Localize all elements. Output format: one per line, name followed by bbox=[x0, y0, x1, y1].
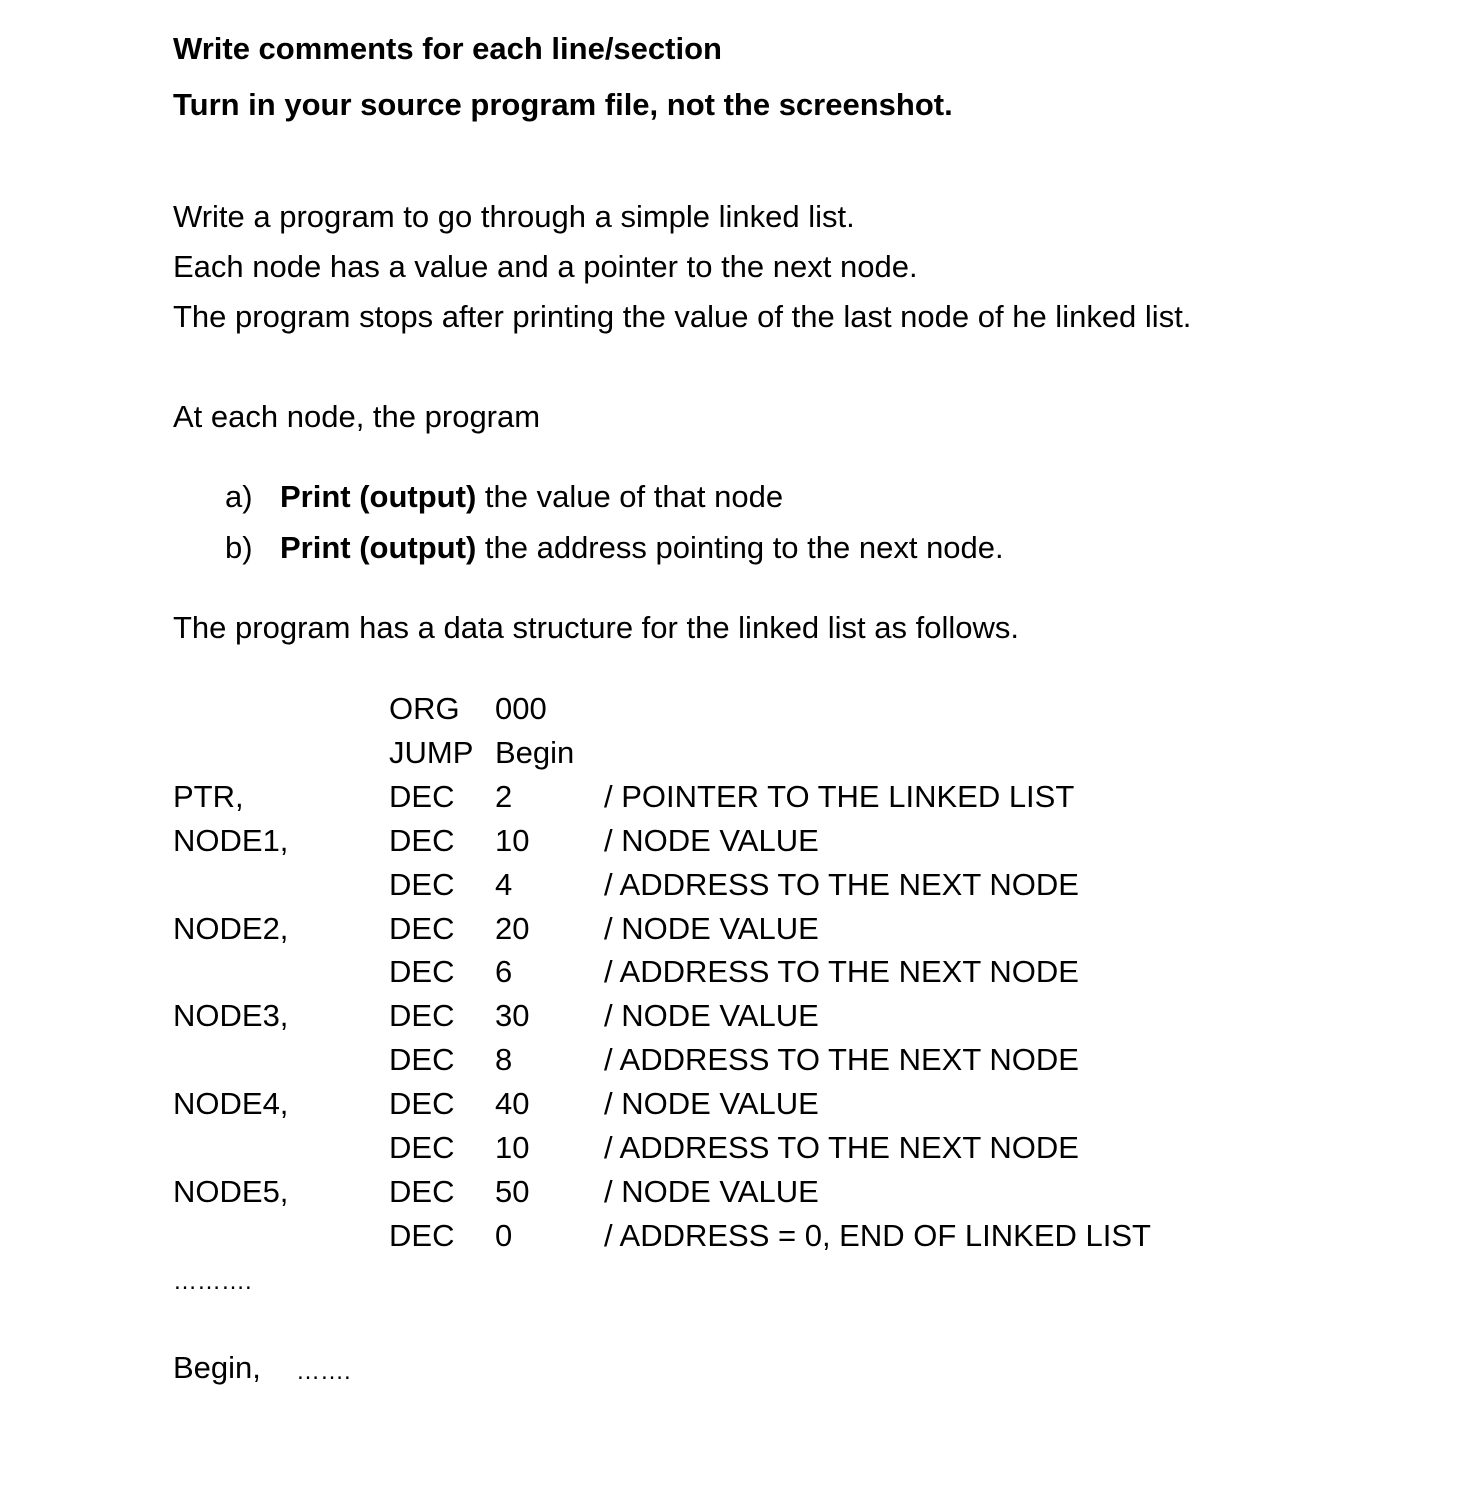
code-op: DEC bbox=[389, 823, 455, 858]
code-row bbox=[0, 691, 1459, 735]
code-comment: / NODE VALUE bbox=[604, 911, 819, 946]
code-arg: 50 bbox=[495, 1174, 530, 1209]
step-a-rest: the value of that node bbox=[476, 479, 784, 514]
instruction-turn-in: Turn in your source program file, not the screenshot. bbox=[173, 87, 953, 122]
instruction-comments: Write comments for each line/section bbox=[173, 31, 722, 66]
code-arg: 40 bbox=[495, 1086, 530, 1121]
code-arg: Begin bbox=[495, 735, 575, 770]
code-comment: / NODE VALUE bbox=[604, 823, 819, 858]
code-op: DEC bbox=[389, 1174, 455, 1209]
code-label: NODE5, bbox=[173, 1174, 289, 1209]
code-comment: / ADDRESS = 0, END OF LINKED LIST bbox=[604, 1218, 1151, 1253]
code-op: DEC bbox=[389, 1086, 455, 1121]
code-comment: / POINTER TO THE LINKED LIST bbox=[604, 779, 1075, 814]
code-label: NODE2, bbox=[173, 911, 289, 946]
code-arg: 20 bbox=[495, 911, 530, 946]
step-b-bold: Print (output) bbox=[280, 530, 477, 565]
code-row bbox=[0, 998, 1459, 1042]
code-arg: 10 bbox=[495, 1130, 530, 1165]
begin-ellipsis: ……. bbox=[296, 1358, 351, 1385]
code-label: NODE1, bbox=[173, 823, 289, 858]
code-arg: 4 bbox=[495, 867, 513, 902]
code-arg: 6 bbox=[495, 954, 513, 989]
code-row bbox=[0, 735, 1459, 779]
description-line-3: The program stops after printing the value of the last node of he linked list. bbox=[173, 299, 1192, 334]
code-row bbox=[0, 1042, 1459, 1086]
code-row bbox=[0, 779, 1459, 823]
code-op: DEC bbox=[389, 1218, 455, 1253]
at-each-node-heading: At each node, the program bbox=[173, 399, 541, 434]
code-comment: / ADDRESS TO THE NEXT NODE bbox=[604, 867, 1079, 902]
step-b-rest: the address pointing to the next node. bbox=[476, 530, 1004, 565]
code-row bbox=[0, 954, 1459, 998]
code-row bbox=[0, 823, 1459, 867]
code-arg: 8 bbox=[495, 1042, 513, 1077]
code-arg: 000 bbox=[495, 691, 547, 726]
code-arg: 0 bbox=[495, 1218, 513, 1253]
code-op: DEC bbox=[389, 911, 455, 946]
code-comment: / ADDRESS TO THE NEXT NODE bbox=[604, 1042, 1079, 1077]
code-op: JUMP bbox=[389, 735, 474, 770]
code-comment: / ADDRESS TO THE NEXT NODE bbox=[604, 1130, 1079, 1165]
data-structure-intro: The program has a data structure for the linked list as follows. bbox=[173, 610, 1020, 645]
code-op: DEC bbox=[389, 779, 455, 814]
step-b-marker: b) bbox=[225, 530, 253, 565]
code-comment: / NODE VALUE bbox=[604, 1086, 819, 1121]
code-row bbox=[0, 1218, 1459, 1262]
code-comment: / ADDRESS TO THE NEXT NODE bbox=[604, 954, 1079, 989]
step-a-bold: Print (output) bbox=[280, 479, 477, 514]
step-a-marker: a) bbox=[225, 479, 253, 514]
code-op: DEC bbox=[389, 867, 455, 902]
description-line-2: Each node has a value and a pointer to the next node. bbox=[173, 249, 918, 284]
code-comment: / NODE VALUE bbox=[604, 998, 819, 1033]
code-label: NODE4, bbox=[173, 1086, 289, 1121]
code-op: DEC bbox=[389, 1042, 455, 1077]
begin-label: Begin, bbox=[173, 1350, 261, 1385]
description-line-1: Write a program to go through a simple linked list. bbox=[173, 199, 855, 234]
code-row bbox=[0, 1130, 1459, 1174]
code-op: DEC bbox=[389, 1130, 455, 1165]
step-a-text bbox=[280, 479, 783, 515]
code-arg: 30 bbox=[495, 998, 530, 1033]
code-arg: 10 bbox=[495, 823, 530, 858]
code-op: ORG bbox=[389, 691, 460, 726]
code-arg: 2 bbox=[495, 779, 513, 814]
code-row bbox=[0, 1174, 1459, 1218]
code-row bbox=[0, 1086, 1459, 1130]
code-label: NODE3, bbox=[173, 998, 289, 1033]
code-op: DEC bbox=[389, 998, 455, 1033]
code-comment: / NODE VALUE bbox=[604, 1174, 819, 1209]
code-op: DEC bbox=[389, 954, 455, 989]
code-row bbox=[0, 911, 1459, 955]
code-label: PTR, bbox=[173, 779, 244, 814]
ellipsis: ………. bbox=[173, 1268, 252, 1295]
code-row bbox=[0, 867, 1459, 911]
step-b-text bbox=[280, 530, 1004, 566]
